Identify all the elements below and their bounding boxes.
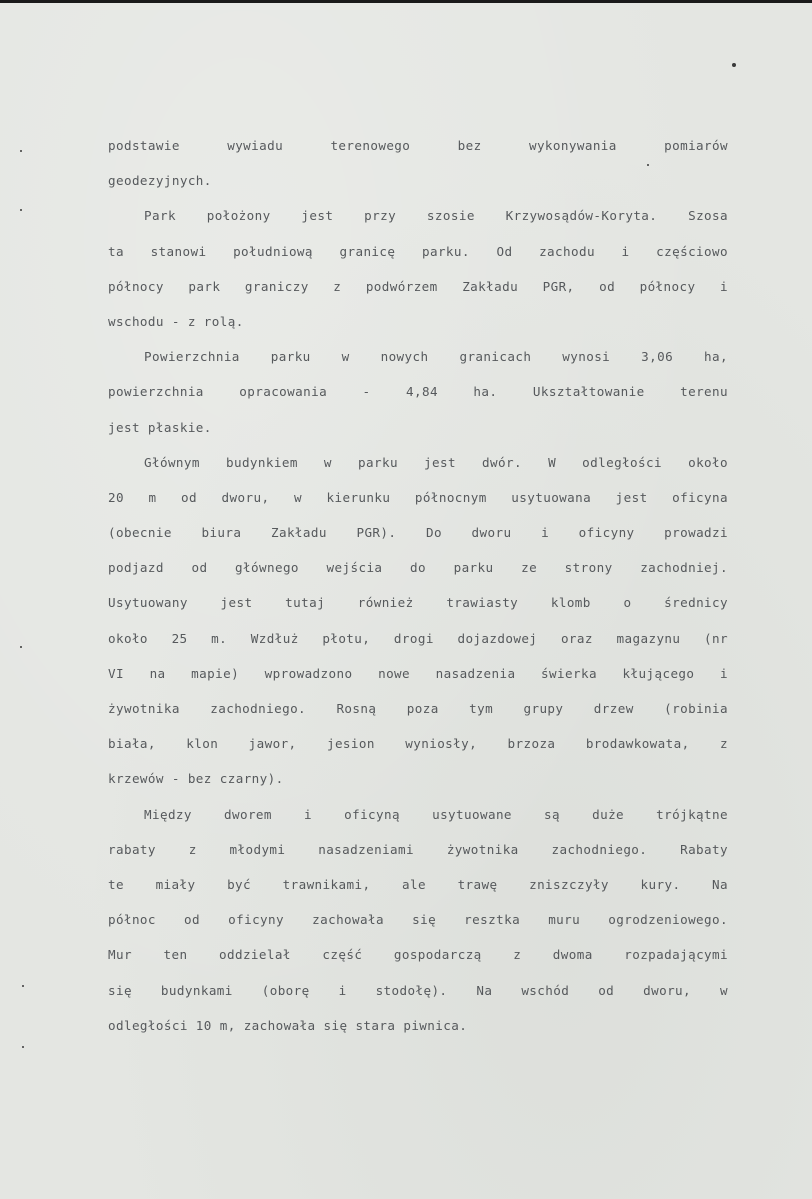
text-line: powierzchnia opracowania - 4,84 ha. Ukształtowanie terenu (108, 384, 728, 400)
text-line: geodezyjnych. (108, 173, 212, 189)
text-line: odległości 10 m, zachowała się stara piwnica. (108, 1017, 468, 1033)
scan-speck (20, 209, 22, 211)
scan-speck (22, 1046, 24, 1048)
body-text (108, 128, 728, 1043)
text-line: się budynkami (oborę i stodołę). Na wschód od dworu, w (108, 982, 728, 998)
text-line: Usytuowany jest tutaj również trawiasty klomb o średnicy (108, 595, 728, 611)
text-line: podstawie wywiadu terenowego bez wykonywania pomiarów (108, 138, 728, 153)
text-line: biała, klon jawor, jesion wyniosły, brzoza brodawkowata, z (108, 736, 728, 752)
text-line: Park położony jest przy szosie Krzywosądów-Koryta. Szosa (144, 208, 728, 224)
text-line: Głównym budynkiem w parku jest dwór. W odległości około (144, 454, 728, 470)
text-line: północ od oficyny zachowała się resztka muru ogrodzeniowego. (108, 912, 728, 928)
scan-speck (20, 150, 22, 152)
text-line: rabaty z młodymi nasadzeniami żywotnika zachodniego. Rabaty (108, 841, 728, 857)
text-line: (obecnie biura Zakładu PGR). Do dworu i oficyny prowadzi (108, 525, 728, 541)
text-line: około 25 m. Wzdłuż płotu, drogi dojazdowej oraz magazynu (nr (108, 630, 728, 646)
text-line: żywotnika zachodniego. Rosną poza tym grupy drzew (robinia (108, 701, 728, 716)
text-line: wschodu - z rolą. (108, 313, 244, 329)
text-line: te miały być trawnikami, ale trawę zniszczyły kury. Na (108, 876, 728, 892)
scan-speck (20, 646, 22, 648)
text-line: 20 m od dworu, w kierunku północnym usytuowana jest oficyna (108, 489, 728, 505)
text-line: Mur ten oddzielał część gospodarczą z dwoma rozpadającymi (108, 947, 728, 963)
text-line: podjazd od głównego wejścia do parku ze strony zachodniej. (108, 560, 728, 576)
text-line: krzewów - bez czarny). (108, 771, 284, 787)
text-line: VI na mapie) wprowadzono nowe nasadzenia świerka kłującego i (108, 665, 728, 681)
text-line: Powierzchnia parku w nowych granicach wynosi 3,06 ha, (144, 349, 728, 365)
scan-speck (22, 985, 24, 987)
text-line: północy park graniczy z podwórzem Zakładu PGR, od północy i (108, 278, 728, 294)
text-line: jest płaskie. (108, 419, 212, 435)
text-line: Między dworem i oficyną usytuowane są duże trójkątne (144, 806, 728, 822)
text-line: ta stanowi południową granicę parku. Od zachodu i częściowo (108, 243, 728, 259)
scan-speck (732, 63, 736, 67)
top-edge-shadow (0, 0, 812, 3)
